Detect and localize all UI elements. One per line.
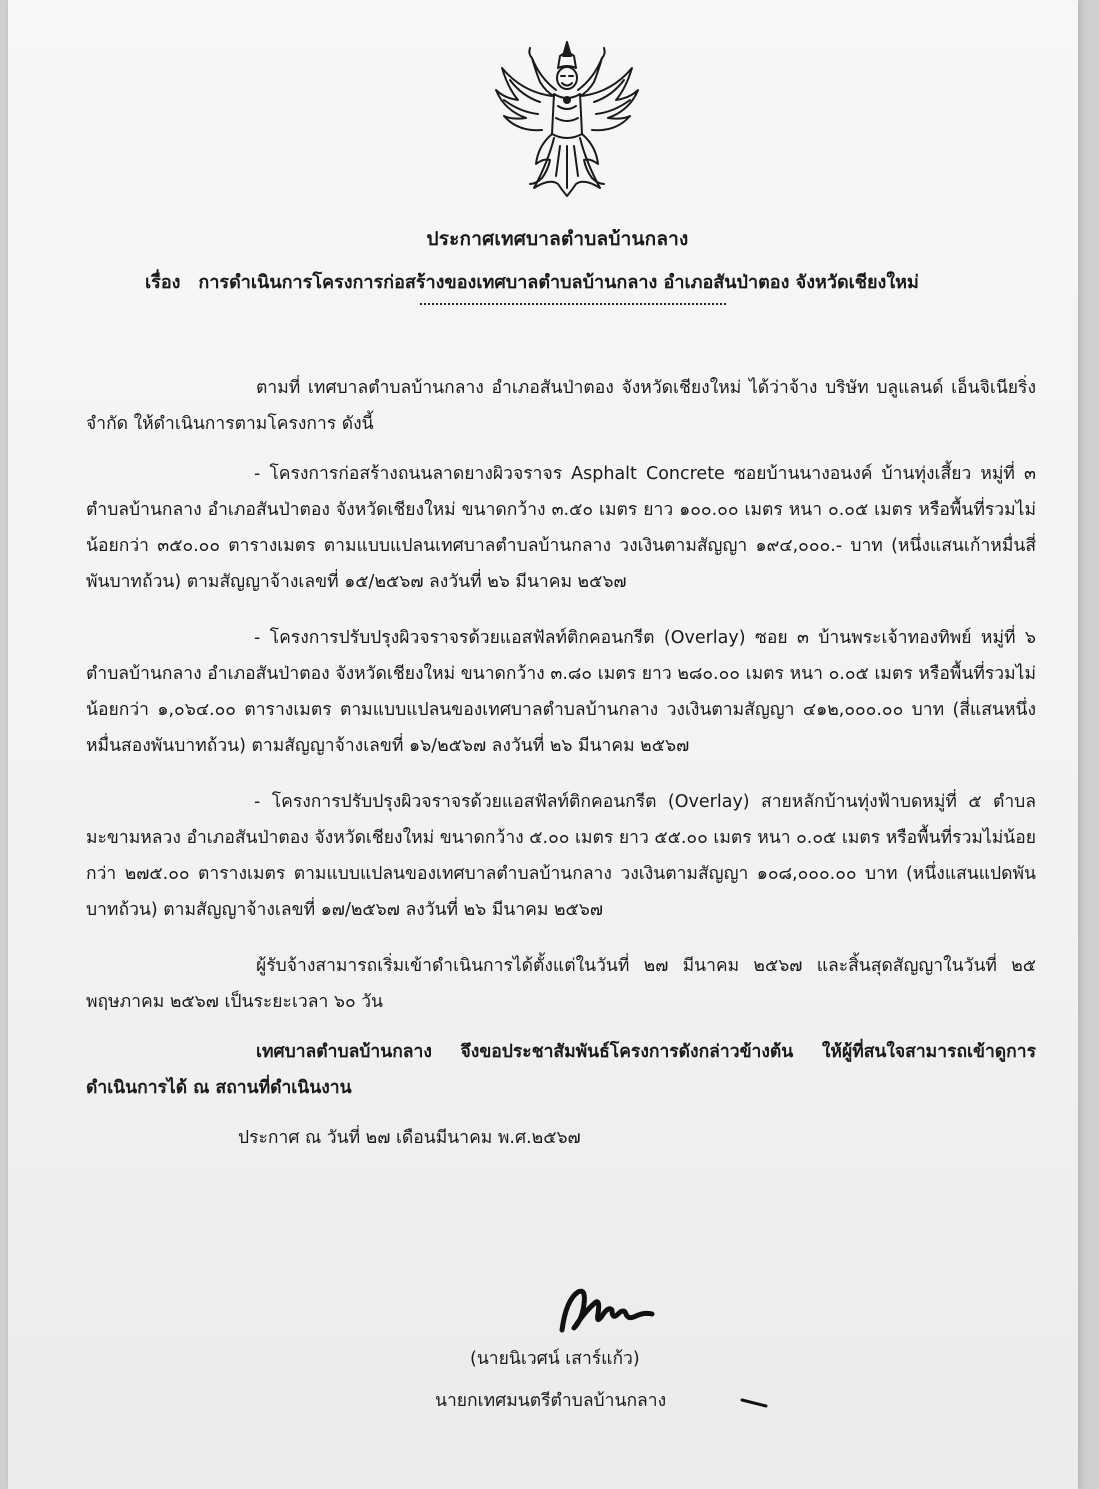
intro-paragraph: ตามที่ เทศบาลตำบลบ้านกลาง อำเภอสันป่าตอง จังหวัดเชียงใหม่ ได้ว่าจ้าง บริษัท บลูแลนด์ เอ็นจิเนียริ่ง จำกัด ให้ดำเนินการตามโครงการ ดังนี้ [86,378,1036,434]
project-item-3: - โครงการปรับปรุงผิวจราจรด้วยแอสฟัลท์ติกคอนกรีต (Overlay) สายหลักบ้านทุ่งฟ้าบดหมู่ที่ ๕ ตำบลมะขามหลวง อำเภอสันป่าตอง จังหวัดเชียงใหม่ ขนาดกว้าง ๕.๐๐ เมตร ยาว ๕๕.๐๐ เมตร หนา ๐.๐๕ เมตร หรือพื้นที่รวมไม่น้อยกว่า ๒๗๕.๐๐ ตารางเมตร ตามแบบแปลนของเทศบาลตำบลบ้านกลาง วงเงินตามสัญญา ๑๐๘,๐๐๐.๐๐ บาท (หนึ่งแสนแปดพันบาทถ้วน) ตามสัญญาจ้างเลขที่ ๑๗/๒๕๖๗ ลงวันที่ ๒๖ มีนาคม ๒๕๖๗ [86,792,1036,920]
garuda-emblem-icon [492,38,642,198]
subject-text: การดำเนินการโครงการก่อสร้างของเทศบาลตำบลบ้านกลาง อำเภอสันป่าตอง จังหวัดเชียงใหม่ [198,272,919,293]
subject-line [145,267,919,296]
handwritten-signature [556,1280,656,1340]
schedule-paragraph: ผู้รับจ้างสามารถเริ่มเข้าดำเนินการได้ตั้งแต่ในวันที่ ๒๗ มีนาคม ๒๕๖๗ และสิ้นสุดสัญญาในวันที่ ๒๕ พฤษภาคม ๒๕๖๗ เป็นระยะเวลา ๖๐ วัน [86,956,1036,1012]
announce-date: ประกาศ ณ วันที่ ๒๗ เดือนมีนาคม พ.ศ.๒๕๖๗ [238,1128,581,1148]
publicity-paragraph: เทศบาลตำบลบ้านกลาง จึงขอประชาสัมพันธ์โครงการดังกล่าวข้างต้น ให้ผู้ที่สนใจสามารถเข้าดูการดำเนินการได้ ณ สถานที่ดำเนินงาน [86,1042,1036,1098]
document-body [86,370,1036,1156]
signer-name: (นายนิเวศน์ เสาร์แก้ว) [470,1349,640,1369]
subject-label: เรื่อง [145,272,181,293]
signer-position: นายกเทศมนตรีตำบลบ้านกลาง [435,1391,667,1411]
dotted-separator [420,303,726,305]
project-item-1: - โครงการก่อสร้างถนนลาดยางผิวจราจร Asphalt Concrete ซอยบ้านนางอนงค์ บ้านทุ่งเสี้ยว หมู่ที่ ๓ ตำบลบ้านกลาง อำเภอสันป่าตอง จังหวัดเชียงใหม่ ขนาดกว้าง ๓.๕๐ เมตร ยาว ๑๐๐.๐๐ เมตร หนา ๐.๐๕ เมตร หรือพื้นที่รวมไม่น้อยกว่า ๓๕๐.๐๐ ตารางเมตร ตามแบบแปลนเทศบาลตำบลบ้านกลาง วงเงินตามสัญญา ๑๙๔,๐๐๐.- บาท (หนึ่งแสนเก้าหมื่นสี่พันบาทถ้วน) ตามสัญญาจ้างเลขที่ ๑๕/๒๕๖๗ ลงวันที่ ๒๖ มีนาคม ๒๕๖๗ [86,464,1036,592]
ink-mark [740,1396,768,1408]
project-item-2: - โครงการปรับปรุงผิวจราจรด้วยแอสฟัลท์ติกคอนกรีต (Overlay) ซอย ๓ บ้านพระเจ้าทองทิพย์ หมู่ที่ ๖ ตำบลบ้านกลาง อำเภอสันป่าตอง จังหวัดเชียงใหม่ ขนาดกว้าง ๓.๘๐ เมตร ยาว ๒๘๐.๐๐ เมตร หนา ๐.๐๕ เมตร หรือพื้นที่รวมไม่น้อยกว่า ๑,๐๖๔.๐๐ ตารางเมตร ตามแบบแปลนของเทศบาลตำบลบ้านกลาง วงเงินตามสัญญา ๔๑๒,๐๐๐.๐๐ บาท (สี่แสนหนึ่งหมื่นสองพันบาทถ้วน) ตามสัญญาจ้างเลขที่ ๑๖/๒๕๖๗ ลงวันที่ ๒๖ มีนาคม ๒๕๖๗ [86,628,1036,756]
document-title: ประกาศเทศบาลตำบลบ้านกลาง [426,228,689,250]
signature-block [430,1280,830,1480]
